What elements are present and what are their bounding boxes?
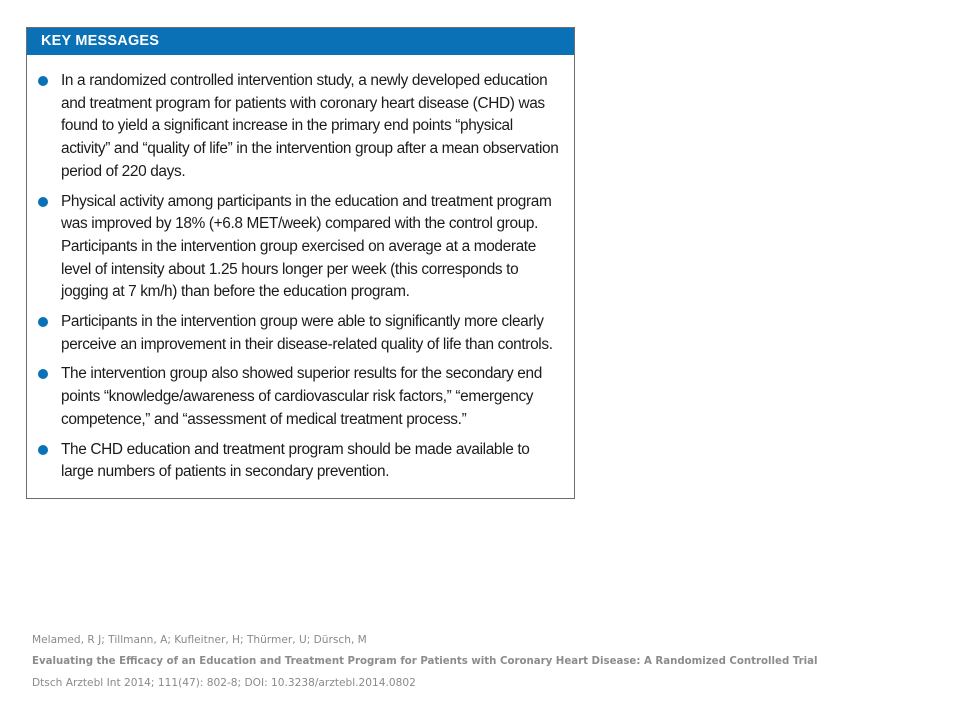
bullet-icon: [38, 369, 48, 379]
key-message-text: Participants in the intervention group were able to significantly more clearly perceive an improvement in their disease-related quality of life than controls.: [61, 313, 553, 353]
key-messages-header: KEY MESSAGES: [27, 28, 574, 55]
key-messages-list: [38, 70, 562, 491]
key-message-item: [38, 70, 562, 184]
key-message-text: The intervention group also showed superior results for the secondary end points “knowledge/awareness of cardiovascular risk factors,” “emergency competence,” and “assessment of medical treatment process.”: [61, 365, 542, 428]
key-message-text: In a randomized controlled intervention study, a newly developed education and treatment program for patients with coronary heart disease (CHD) was found to yield a significant increase in the primary end points “physical activity” and “quality of life” in the intervention group after a mean observation period of 220 days.: [61, 72, 559, 180]
bullet-icon: [38, 317, 48, 327]
citation-title: Evaluating the Efficacy of an Education and Treatment Program for Patients with Coronary Heart Disease: A Randomized Controlled Trial: [32, 656, 818, 667]
key-message-text: The CHD education and treatment program should be made available to large numbers of patients in secondary prevention.: [61, 440, 530, 481]
bullet-icon: [38, 76, 48, 86]
bullet-icon: [38, 445, 48, 455]
citation-reference: Dtsch Arztebl Int 2014; 111(47): 802-8; DOI: 10.3238/arztebl.2014.0802: [32, 677, 416, 689]
key-message-item: [38, 191, 562, 305]
key-messages-box: [26, 27, 575, 499]
key-message-item: [38, 311, 562, 356]
key-message-text: Physical activity among participants in the education and treatment program was improved by 18% (+6.8 MET/week) compared with the control group. Participants in the intervention group exercised on average at a moderate level of intensity about 1.25 hours longer per week (this corresponds to jogging at 7 km/h) than before the education program.: [61, 192, 552, 301]
key-message-item: [38, 363, 562, 431]
bullet-icon: [38, 197, 48, 207]
key-message-item: [38, 439, 562, 484]
citation-authors: Melamed, R J; Tillmann, A; Kufleitner, H; Thürmer, U; Dürsch, M: [32, 634, 367, 646]
